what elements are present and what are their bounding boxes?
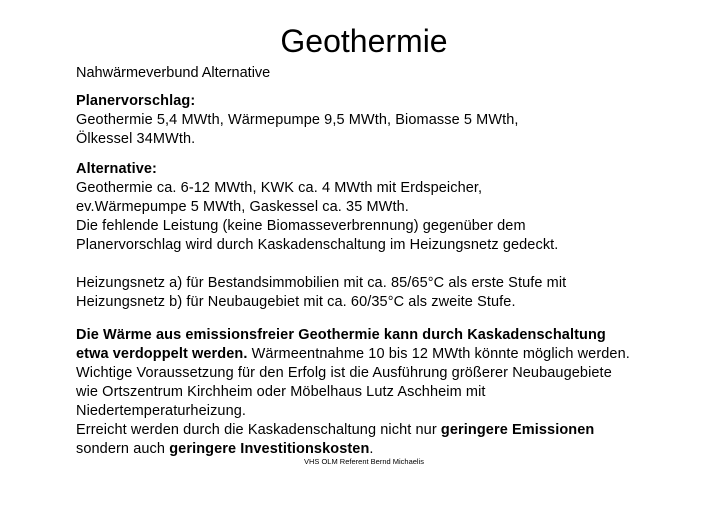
- conclusion-line: wie Ortszentrum Kirchheim oder Möbelhaus Lutz Aschheim mit: [76, 384, 486, 400]
- conclusion-text: Wärmeentnahme 10 bis 12 MWth könnte möglich werden.: [247, 346, 630, 362]
- alternative-line: Die fehlende Leistung (keine Biomasseverbrennung) gegenüber dem: [76, 218, 526, 234]
- alternative-block: [76, 160, 716, 255]
- conclusion-line: [76, 421, 716, 440]
- conclusion-bold-phrase: geringere Emissionen: [440, 422, 595, 438]
- conclusion-bold-phrase: geringere Investitionskosten: [169, 441, 370, 457]
- conclusion-bold-line: Die Wärme aus emissionsfreier Geothermie kann durch Kaskadenschaltung: [76, 327, 606, 343]
- planervorschlag-line: Geothermie 5,4 MWth, Wärmepumpe 9,5 MWth, Biomasse 5 MWth,: [76, 112, 519, 128]
- alternative-line: Geothermie ca. 6-12 MWth, KWK ca. 4 MWth mit Erdspeicher,: [76, 180, 483, 196]
- heizungsnetz-line: Heizungsnetz b) für Neubaugebiet mit ca. 60/35°C als zweite Stufe.: [76, 294, 516, 310]
- heizungsnetz-block: [76, 274, 716, 312]
- planervorschlag-line: Ölkessel 34MWth.: [76, 131, 196, 147]
- conclusion-text: sondern auch: [76, 441, 170, 457]
- alternative-line: Planervorschlag wird durch Kaskadenschaltung im Heizungsnetz gedeckt.: [76, 237, 559, 253]
- slide-subtitle: Nahwärmeverbund Alternative: [76, 65, 271, 81]
- alternative-heading: Alternative:: [76, 161, 157, 177]
- conclusion-bold-phrase: etwa verdoppelt werden.: [76, 346, 248, 362]
- slide-title: Geothermie: [280, 23, 448, 59]
- heizungsnetz-line: Heizungsnetz a) für Bestandsimmobilien mit ca. 85/65°C als erste Stufe mit: [76, 275, 567, 291]
- conclusion-line: Niedertemperaturheizung.: [76, 403, 247, 419]
- conclusion-line: [76, 345, 716, 364]
- conclusion-text: Erreicht werden durch die Kaskadenschaltung nicht nur: [76, 422, 441, 438]
- planervorschlag-block: [76, 92, 716, 149]
- conclusion-block: [76, 326, 716, 459]
- slide-footer: VHS OLM Referent Bernd Michaelis: [303, 457, 425, 466]
- planervorschlag-heading: Planervorschlag:: [76, 93, 196, 109]
- conclusion-text: .: [369, 441, 374, 457]
- conclusion-line: Wichtige Voraussetzung für den Erfolg ist die Ausführung größerer Neubaugebiete: [76, 365, 612, 381]
- alternative-line: ev.Wärmepumpe 5 MWth, Gaskessel ca. 35 MWth.: [76, 199, 409, 215]
